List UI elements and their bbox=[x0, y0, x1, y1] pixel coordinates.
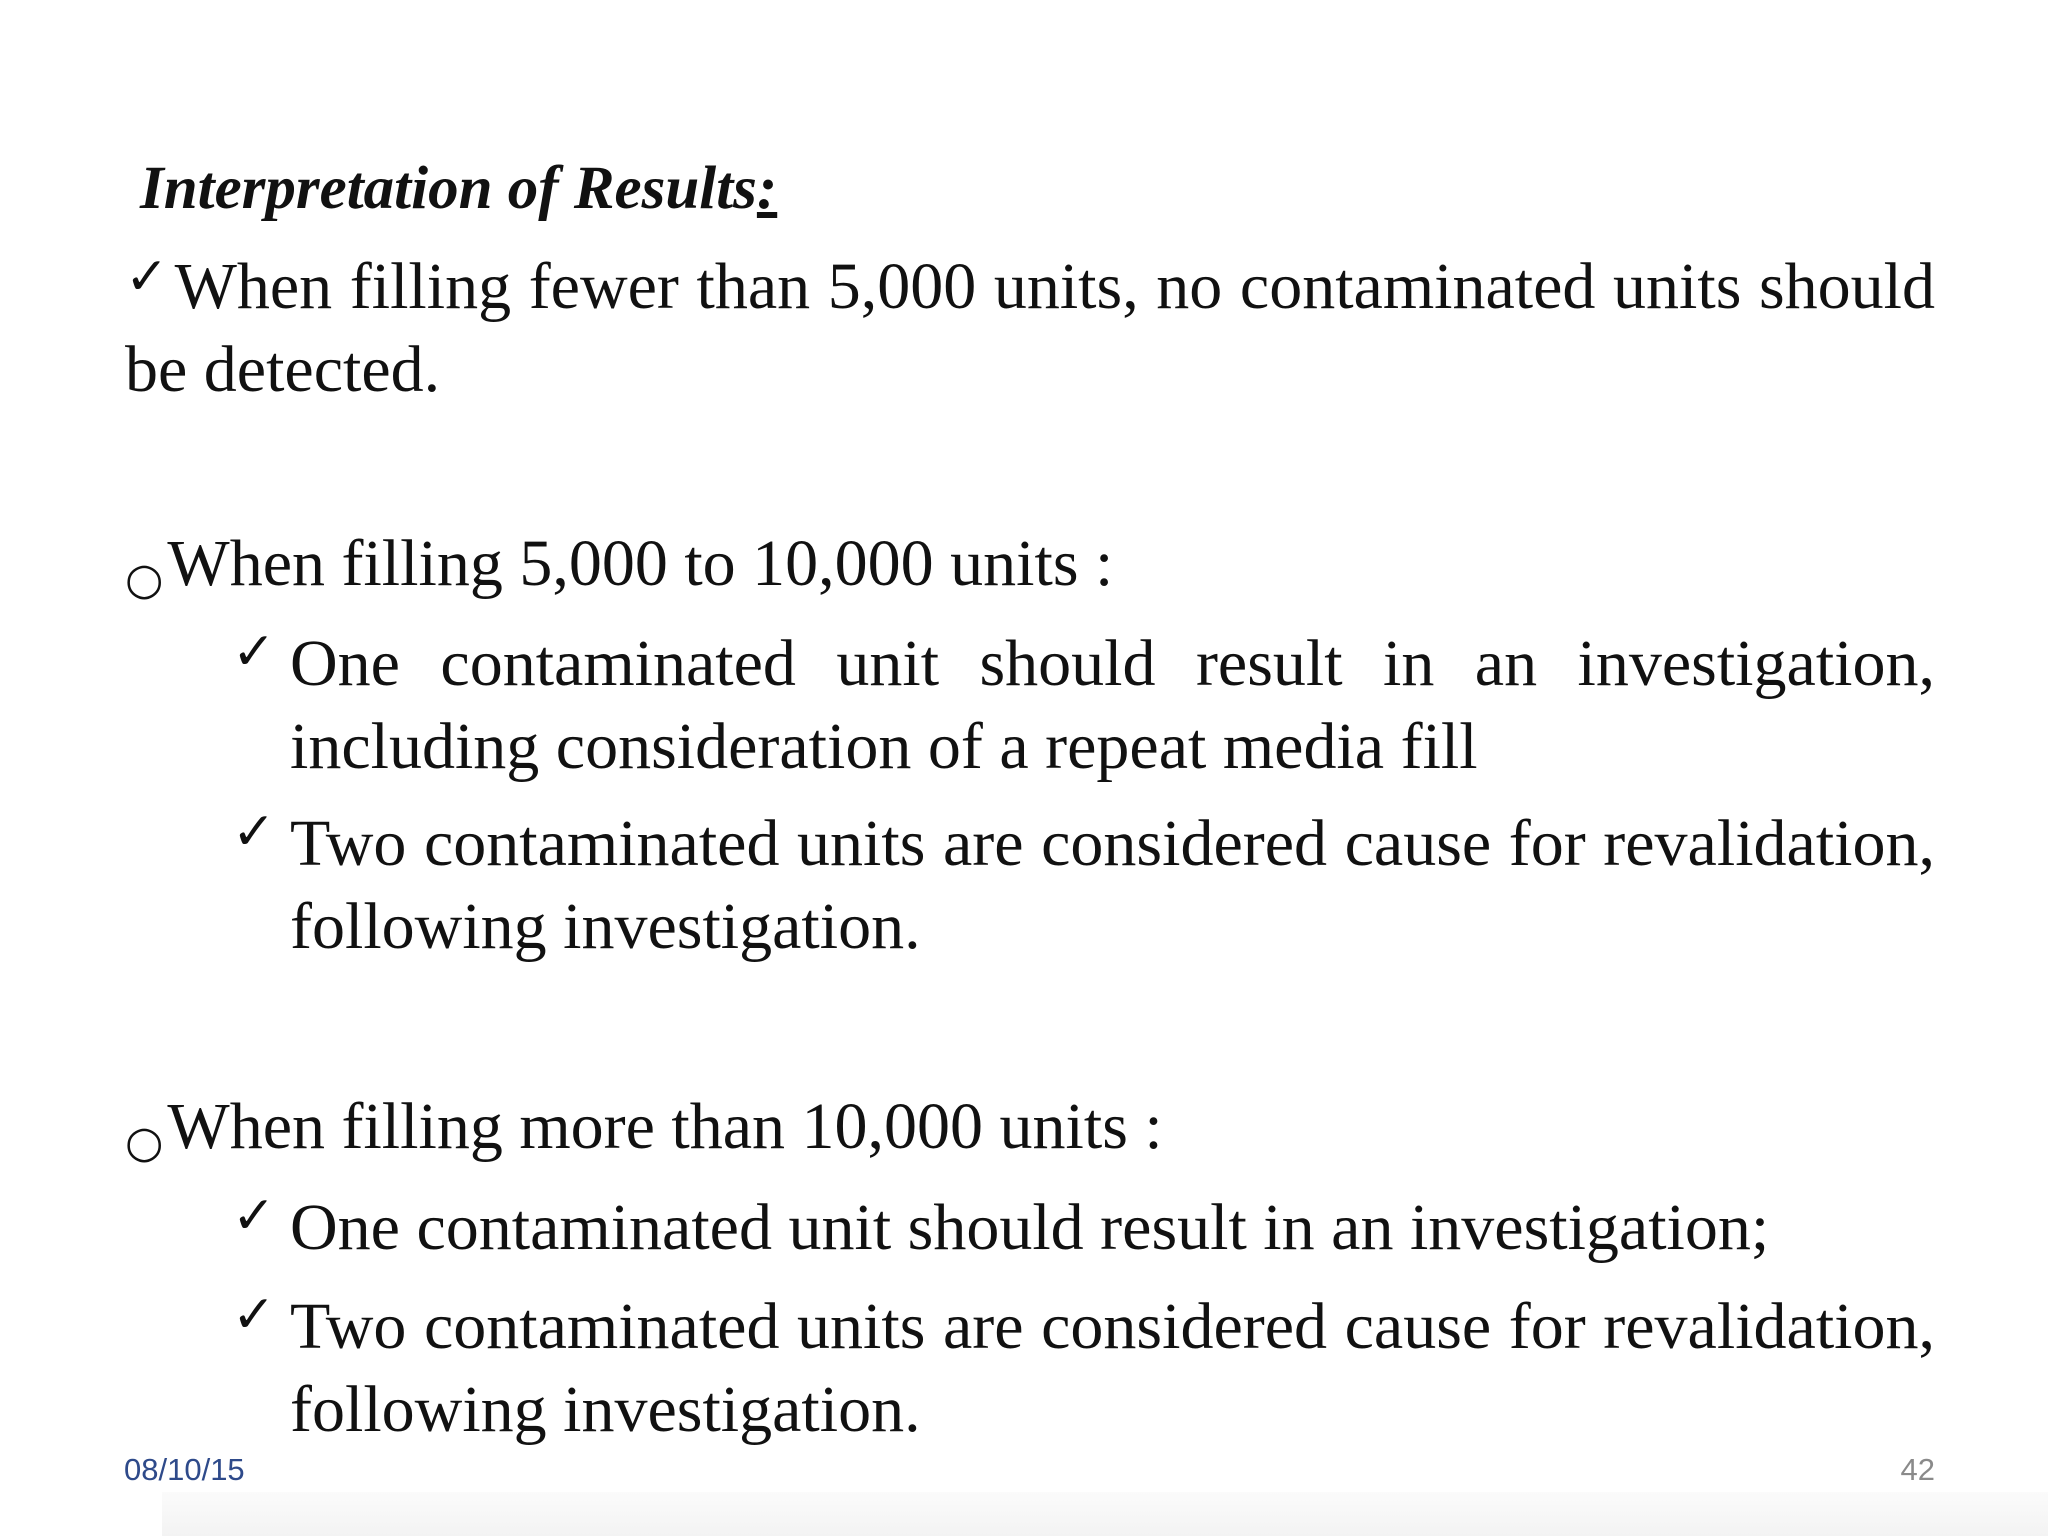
section-title: When filling more than 10,000 units : bbox=[167, 1090, 1163, 1163]
heading-text: Interpretation of Results bbox=[140, 155, 757, 222]
page-number: 42 bbox=[1900, 1452, 1935, 1487]
circle-bullet-icon: ○ bbox=[125, 554, 164, 605]
section-heading-1 bbox=[125, 522, 1113, 621]
check-mark-icon: ✓ bbox=[125, 247, 169, 307]
list-item bbox=[232, 1285, 1935, 1451]
check-mark-icon: ✓ bbox=[232, 802, 276, 862]
intro-text: When filling fewer than 5,000 units, no contaminated units should be detected. bbox=[125, 250, 1935, 406]
intro-paragraph bbox=[125, 245, 1935, 411]
footer-band bbox=[162, 1492, 2048, 1536]
check-mark-icon: ✓ bbox=[232, 1186, 276, 1246]
section-heading-2 bbox=[125, 1085, 1163, 1184]
list-item-text: One contaminated unit should result in an investigation, including consideration of a repeat media fill bbox=[290, 627, 1935, 783]
list-item bbox=[232, 802, 1935, 968]
section-title: When filling 5,000 to 10,000 units : bbox=[167, 527, 1114, 600]
list-item-text: One contaminated unit should result in an investigation; bbox=[290, 1191, 1770, 1264]
check-mark-icon: ✓ bbox=[232, 622, 276, 682]
slide-heading bbox=[140, 152, 777, 225]
check-mark-icon: ✓ bbox=[232, 1285, 276, 1345]
heading-colon: : bbox=[756, 155, 778, 222]
list-item bbox=[232, 622, 1935, 788]
list-item bbox=[232, 1186, 1935, 1269]
footer-date: 08/10/15 bbox=[124, 1452, 245, 1487]
list-item-text: Two contaminated units are considered cause for revalidation, following investigation. bbox=[290, 807, 1935, 963]
circle-bullet-icon: ○ bbox=[125, 1117, 164, 1168]
list-item-text: Two contaminated units are considered cause for revalidation, following investigation. bbox=[290, 1290, 1935, 1446]
